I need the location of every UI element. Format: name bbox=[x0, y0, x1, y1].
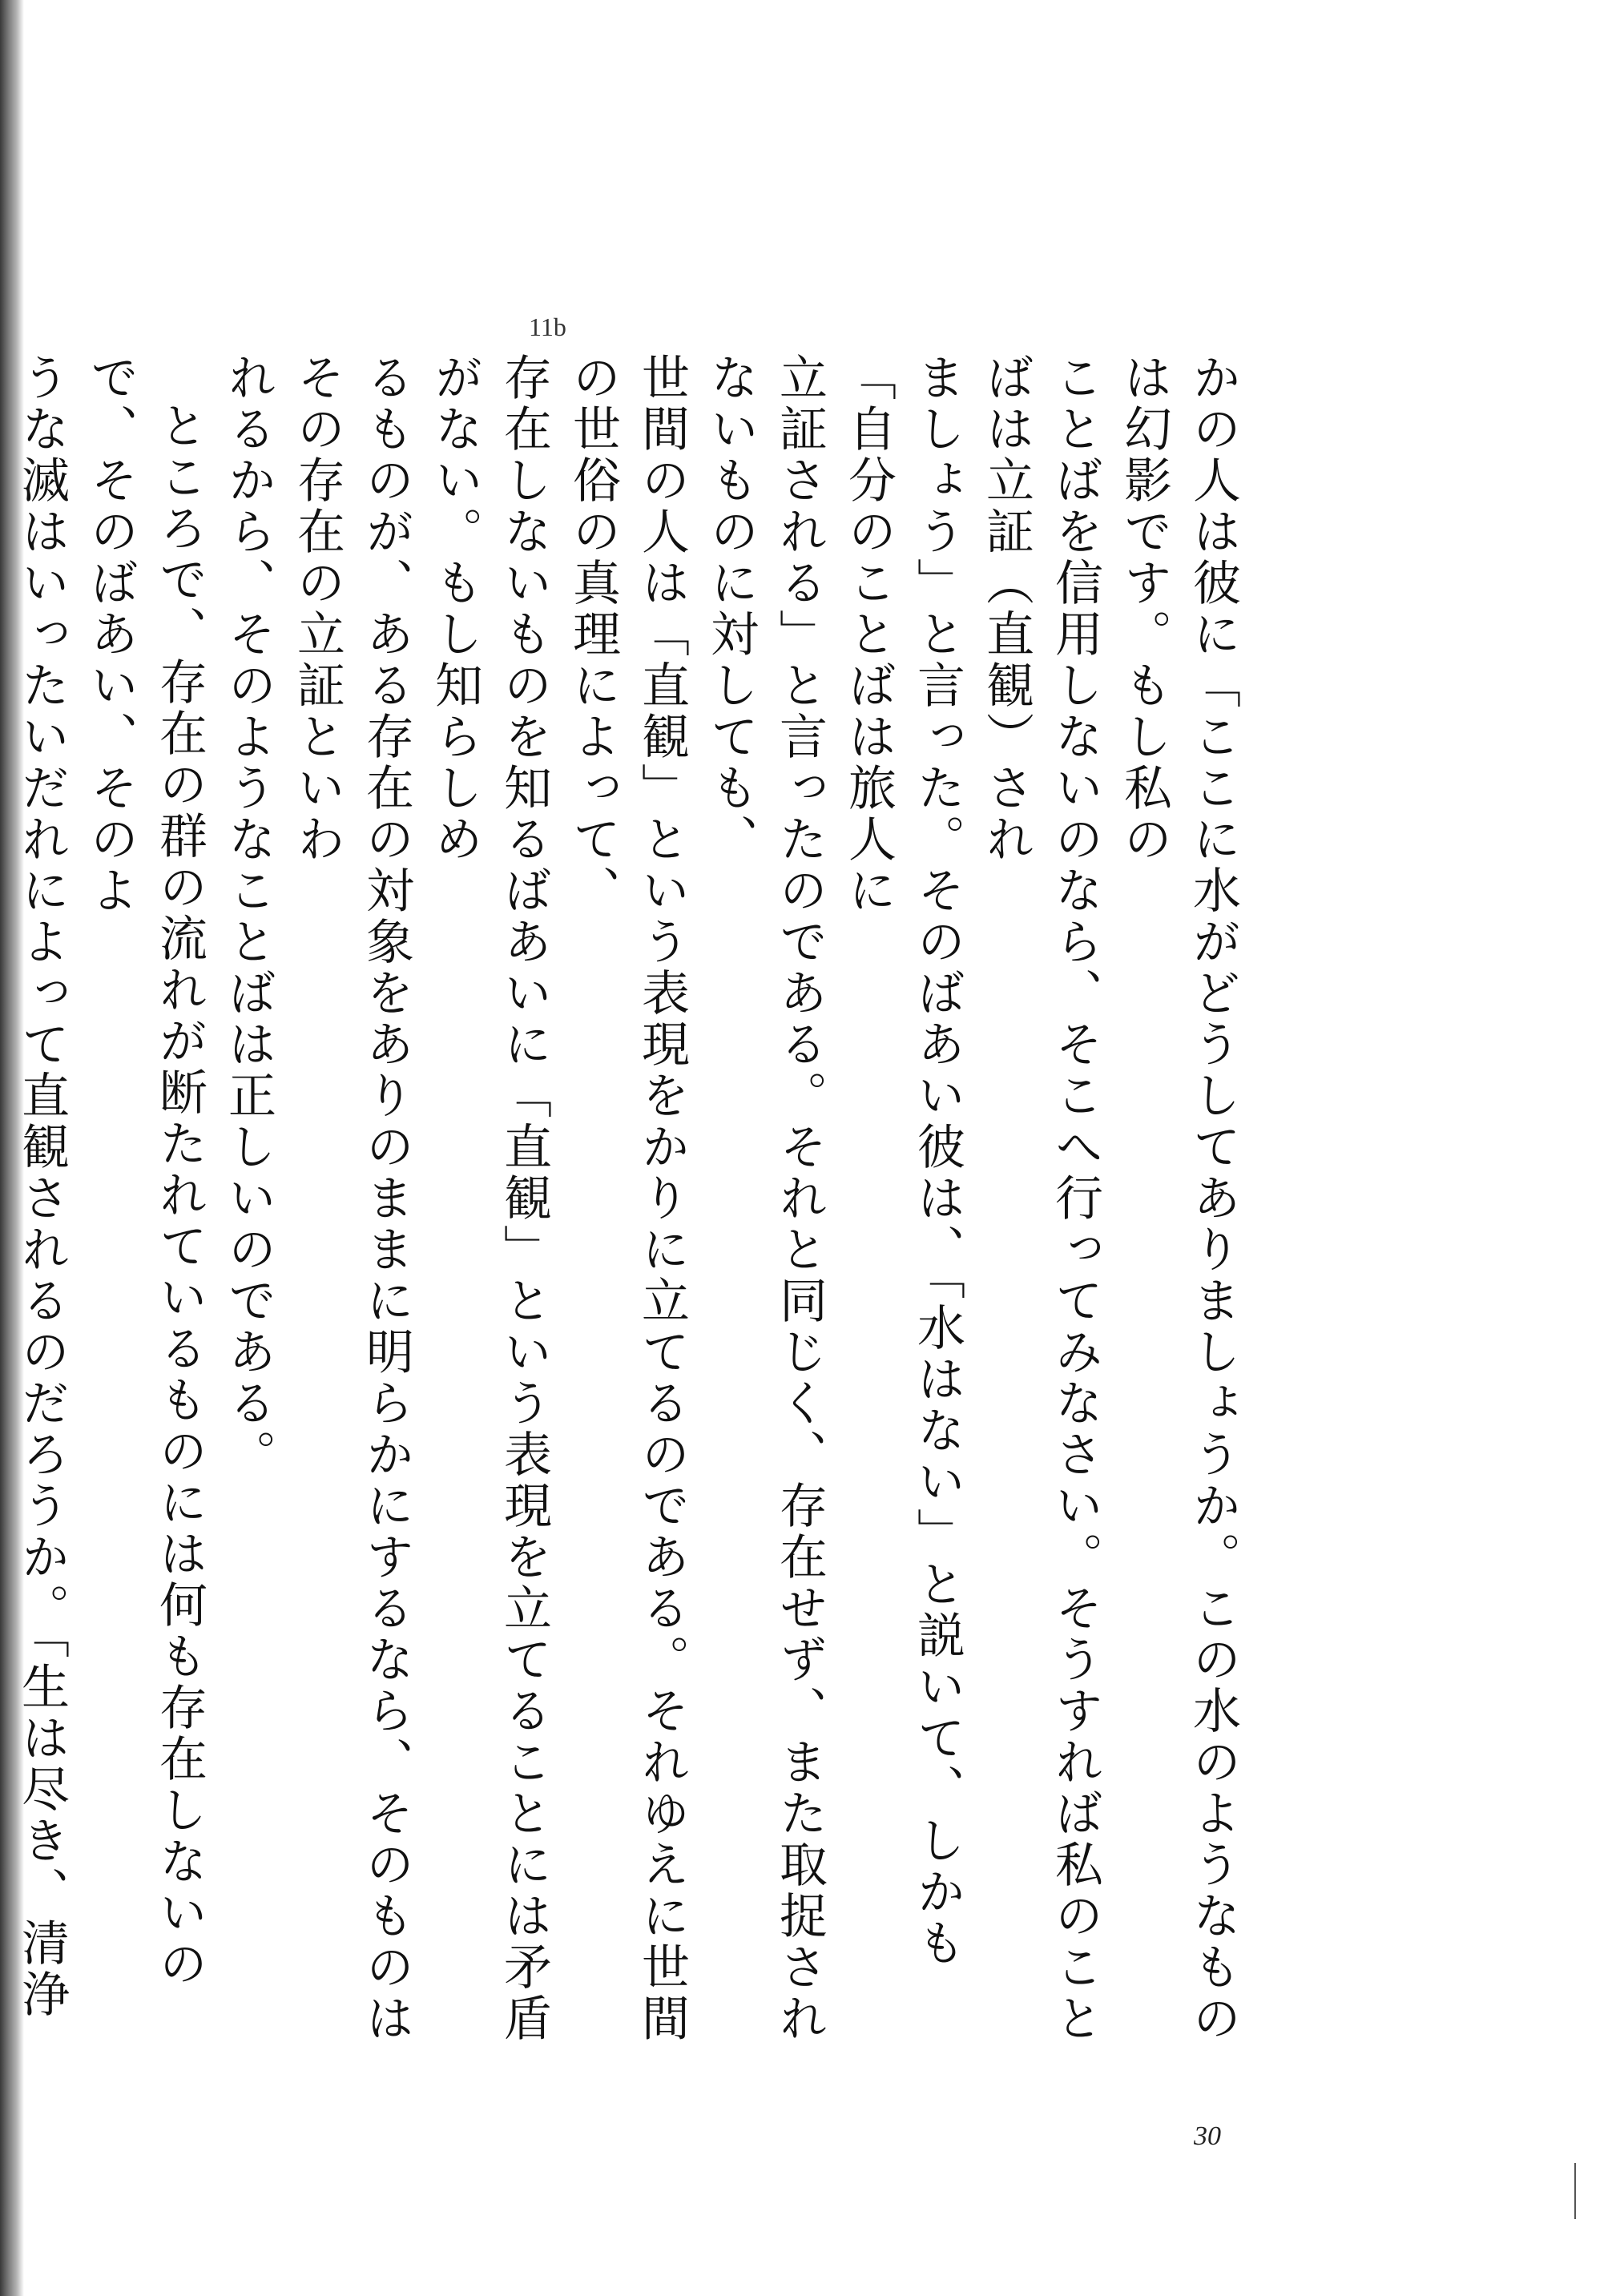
paragraph-1: かの人は彼に「ここに水がどうしてありましょうか。この水のようなものは幻影です。もし私の ことばを信用しないのなら、そこへ行ってみなさい。そうすれば私のことばは立証（直観）され ましょう」と言った。そのばあい彼は、「水はない」と説いて、しかも「自分のことばは旅人に 立証される」と言ったのである。それと同じく、存在せず、また取捉されないものに対しても、 世間の人は「直観」という表現をかりに立てるのである。それゆえに世間の世俗の真理によって、 存在しないものを知るばあいに「直観」という表現を立てることには矛盾がない。もし知らしめ るものが、ある存在の対象をありのままに明らかにするなら、そのものはその存在の立証といわ れるから、そのようなことばは正しいのである。 bbox=[220, 352, 1241, 2044]
margin-mark bbox=[1574, 2163, 1576, 2219]
paragraph-2: ところで、存在の群の流れが断たれているものには何も存在しないので、そのばあい、そのよ うな滅はいったいだれによって直観されるのだろうか。「生は尽き、清浄 bbox=[14, 352, 208, 2020]
vertical-text-body bbox=[14, 352, 1247, 2067]
section-marker: 11b bbox=[529, 312, 566, 341]
page-number: 30 bbox=[1194, 2121, 1221, 2151]
